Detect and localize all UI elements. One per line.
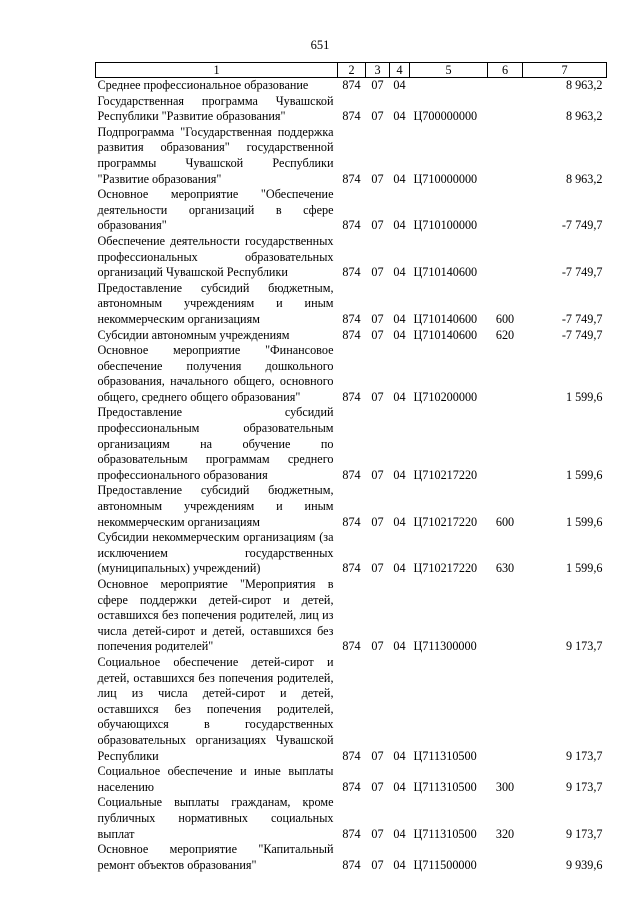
column-number: 1 <box>96 63 338 78</box>
target-article-code: Ц711310500 <box>413 826 477 841</box>
table-row <box>96 343 607 405</box>
expense-type-code: 320 <box>495 826 515 841</box>
amount: 9 173,7 <box>565 748 603 763</box>
section-code: 07 <box>371 327 384 342</box>
amount: 1 599,6 <box>565 561 603 576</box>
section-code: 07 <box>371 171 384 186</box>
section-code: 07 <box>371 389 384 404</box>
item-name: Основное мероприятие "Финансовое обеспечение получения дошкольного образования, начального общего, основного общего, среднего общего образования" <box>97 343 334 404</box>
subsection-code: 04 <box>393 171 406 186</box>
target-article-code: Ц710200000 <box>413 389 478 404</box>
item-name: Социальное обеспечение и иные выплаты населению <box>97 764 334 794</box>
target-article-code: Ц710217220 <box>413 561 478 576</box>
column-number: 5 <box>410 63 488 78</box>
section-code: 07 <box>371 639 384 654</box>
table-row <box>96 405 607 483</box>
column-number: 6 <box>488 63 523 78</box>
ministry-code: 874 <box>342 826 361 841</box>
amount: -7 749,7 <box>561 218 603 233</box>
amount: 1 599,6 <box>565 514 603 529</box>
table-row <box>96 655 607 764</box>
ministry-code: 874 <box>342 467 361 482</box>
subsection-code: 04 <box>393 218 406 233</box>
section-code: 07 <box>371 467 384 482</box>
amount: -7 749,7 <box>561 265 603 280</box>
column-number: 4 <box>390 63 410 78</box>
expense-type-code <box>488 187 523 234</box>
item-name: Основное мероприятие "Капитальный ремонт объектов образования" <box>97 842 334 872</box>
table-row <box>96 281 607 328</box>
section-code: 07 <box>371 857 384 872</box>
budget-table <box>95 62 607 873</box>
ministry-code: 874 <box>342 748 361 763</box>
expense-type-code <box>488 234 523 281</box>
section-code: 07 <box>371 218 384 233</box>
amount: 9 173,7 <box>565 639 603 654</box>
item-name: Подпрограмма "Государственная поддержка развития образования" государственной программы Чувашской Республики "Развитие образования" <box>97 124 334 186</box>
target-article-code: Ц710140600 <box>413 265 478 280</box>
target-article-code: Ц710217220 <box>413 514 478 529</box>
expense-type-code: 620 <box>495 327 515 342</box>
subsection-code: 04 <box>393 639 406 654</box>
table-row <box>96 483 607 530</box>
ministry-code: 874 <box>342 514 361 529</box>
target-article-code: Ц711500000 <box>413 857 477 872</box>
item-name: Основное мероприятие "Мероприятия в сфере поддержки детей-сирот и детей, оставшихся без попечения родителей, лиц из числа детей-сирот и детей, оставшихся без попечения родителей" <box>97 577 334 654</box>
amount: 8 963,2 <box>565 171 603 186</box>
ministry-code: 874 <box>342 389 361 404</box>
subsection-code: 04 <box>393 779 406 794</box>
target-article-code <box>410 78 488 94</box>
table-row <box>96 530 607 577</box>
table-row <box>96 187 607 234</box>
subsection-code: 04 <box>393 467 406 482</box>
table-row <box>96 842 607 873</box>
target-article-code: Ц710140600 <box>413 327 478 342</box>
target-article-code: Ц710000000 <box>413 171 478 186</box>
table-row <box>96 78 607 94</box>
amount: 8 963,2 <box>565 78 603 92</box>
expense-type-code: 630 <box>495 561 515 576</box>
subsection-code: 04 <box>393 514 406 529</box>
target-article-code: Ц711310500 <box>413 748 477 763</box>
subsection-code: 04 <box>393 857 406 872</box>
subsection-code: 04 <box>393 311 406 326</box>
table-row <box>96 795 607 842</box>
ministry-code: 874 <box>342 857 361 872</box>
item-name: Субсидии автономным учреждениям <box>97 327 290 342</box>
table-row <box>96 764 607 795</box>
subsection-code: 04 <box>393 109 406 124</box>
section-code: 07 <box>371 265 384 280</box>
item-name: Субсидии некоммерческим организациям (за исключением государственных (муниципальных) учреждений) <box>97 530 334 576</box>
expense-type-code: 300 <box>495 779 515 794</box>
ministry-code: 874 <box>342 218 361 233</box>
item-name: Обеспечение деятельности государственных профессиональных образовательных организаций Чувашской Республики <box>97 233 334 280</box>
amount: -7 749,7 <box>561 327 603 342</box>
item-name: Предоставление субсидий бюджетным, автономным учреждениям и иным некоммерческим организациям <box>97 280 334 326</box>
subsection-code: 04 <box>393 826 406 841</box>
target-article-code: Ц710100000 <box>413 218 478 233</box>
column-number: 2 <box>338 63 366 78</box>
table-row <box>96 234 607 281</box>
table-row <box>96 125 607 187</box>
subsection-code: 04 <box>393 748 406 763</box>
section-code: 07 <box>371 311 384 326</box>
item-name: Государственная программа Чувашской Республики "Развитие образования" <box>97 93 334 124</box>
page-number: 651 <box>310 38 330 52</box>
amount: 9 173,7 <box>565 779 603 794</box>
subsection-code: 04 <box>393 389 406 404</box>
expense-type-code <box>488 94 523 125</box>
expense-type-code: 600 <box>495 514 515 529</box>
section-code: 07 <box>371 779 384 794</box>
target-article-code: Ц700000000 <box>413 109 478 124</box>
target-article-code: Ц710140600 <box>413 311 478 326</box>
column-number: 7 <box>523 63 607 78</box>
subsection-code: 04 <box>393 265 406 280</box>
section-code: 07 <box>371 514 384 529</box>
expense-type-code <box>488 125 523 187</box>
expense-type-code: 600 <box>495 311 515 326</box>
expense-type-code <box>488 842 523 873</box>
item-name: Предоставление субсидий бюджетным, автономным учреждениям и иным некоммерческим организациям <box>97 483 334 529</box>
subsection-code: 04 <box>393 561 406 576</box>
ministry-code: 874 <box>342 265 361 280</box>
expense-type-code <box>488 343 523 405</box>
ministry-code: 874 <box>342 78 361 92</box>
section-code: 07 <box>371 561 384 576</box>
expense-type-code <box>488 78 523 94</box>
table-row <box>96 94 607 125</box>
target-article-code: Ц711310500 <box>413 779 477 794</box>
ministry-code: 874 <box>342 561 361 576</box>
amount: 9 173,7 <box>565 826 603 841</box>
target-article-code: Ц711300000 <box>413 639 477 654</box>
column-number-row <box>96 63 607 78</box>
target-article-code: Ц710217220 <box>413 467 478 482</box>
expense-type-code <box>488 577 523 655</box>
item-name: Среднее профессиональное образование <box>97 78 309 92</box>
item-name: Социальное обеспечение детей-сирот и детей, оставшихся без попечения родителей, лиц из числа детей-сирот и детей, оставшихся без попечения родителей, обучающихся в государственных образовательных организациях Чувашской Республики <box>97 654 334 763</box>
ministry-code: 874 <box>342 779 361 794</box>
expense-type-code <box>488 405 523 483</box>
ministry-code: 874 <box>342 639 361 654</box>
subsection-code: 04 <box>393 327 406 342</box>
amount: 1 599,6 <box>565 389 603 404</box>
ministry-code: 874 <box>342 109 361 124</box>
column-number: 3 <box>366 63 390 78</box>
expense-type-code <box>488 655 523 764</box>
ministry-code: 874 <box>342 171 361 186</box>
subsection-code: 04 <box>393 78 406 92</box>
amount: 9 939,6 <box>565 857 603 872</box>
item-name: Основное мероприятие "Обеспечение деятельности организаций в сфере образования" <box>97 187 334 233</box>
section-code: 07 <box>371 748 384 763</box>
item-name: Социальные выплаты гражданам, кроме публичных нормативных социальных выплат <box>97 795 334 841</box>
section-code: 07 <box>371 109 384 124</box>
item-name: Предоставление субсидий профессиональным образовательным организациям на обучение по образовательным программам среднего профессионального образования <box>97 405 334 482</box>
amount: 8 963,2 <box>565 109 603 124</box>
amount: 1 599,6 <box>565 467 603 482</box>
ministry-code: 874 <box>342 327 361 342</box>
table-row <box>96 577 607 655</box>
section-code: 07 <box>371 826 384 841</box>
ministry-code: 874 <box>342 311 361 326</box>
amount: -7 749,7 <box>561 311 603 326</box>
section-code: 07 <box>371 78 384 92</box>
table-row <box>96 328 607 344</box>
